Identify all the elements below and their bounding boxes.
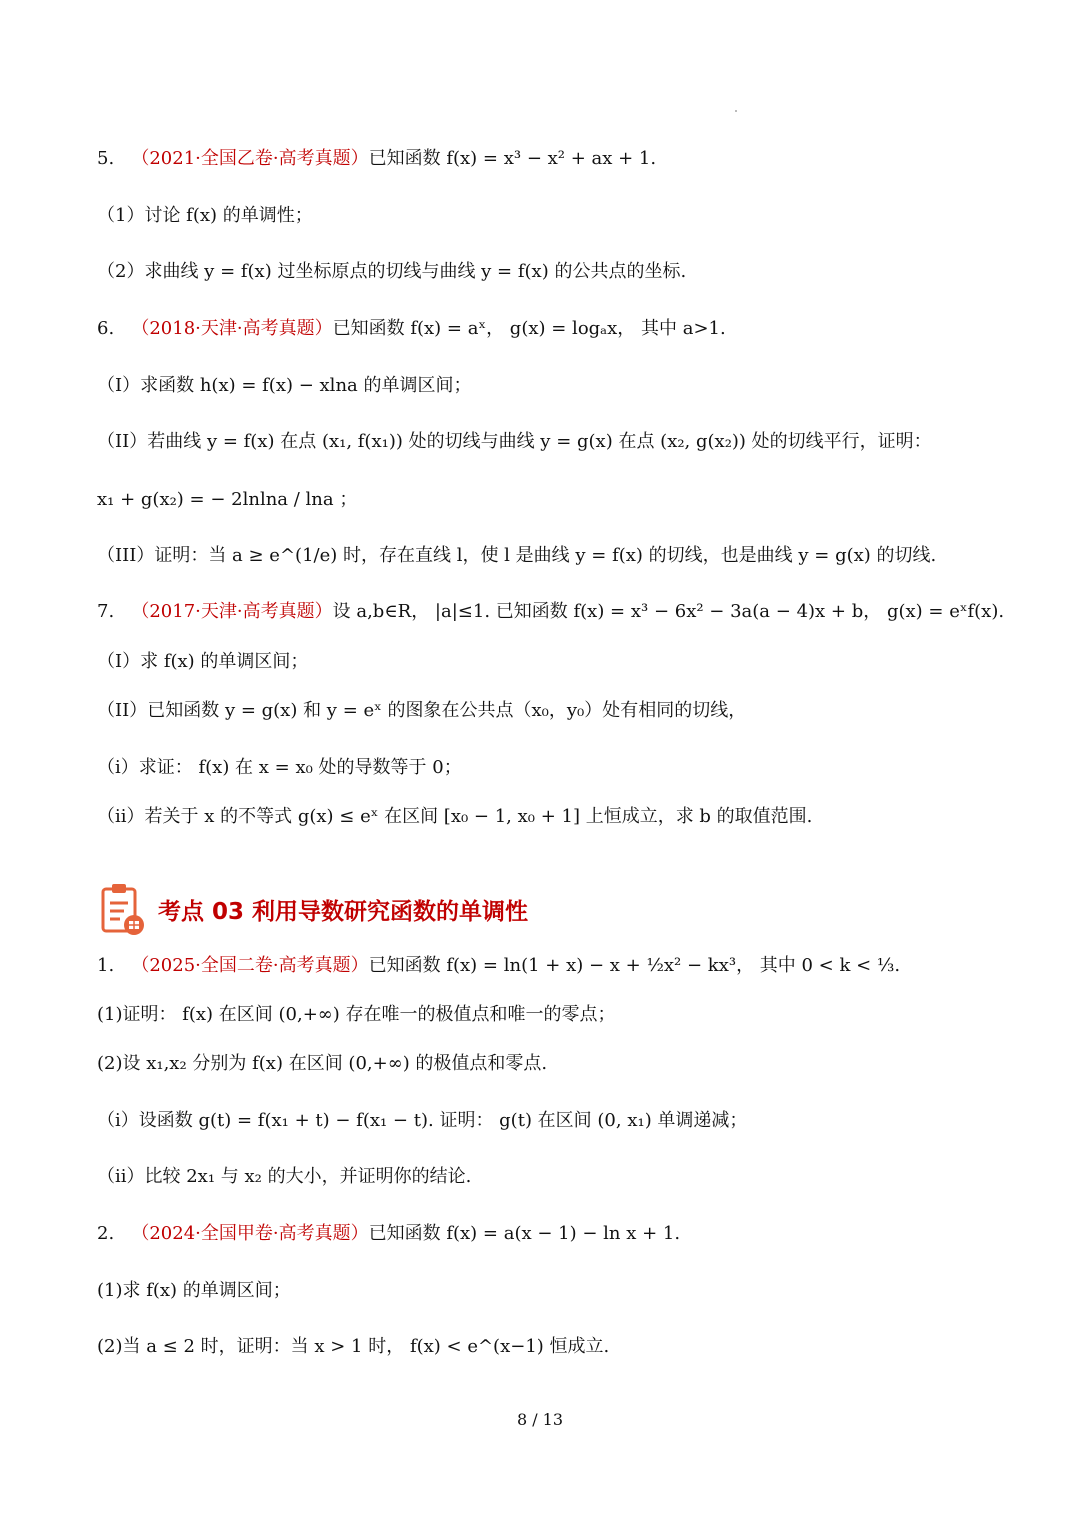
page-number: 8 / 13 xyxy=(516,1410,564,1429)
problem-7-part-2-i: （i）求证： f(x) 在 x = x₀ 处的导数等于 0； xyxy=(97,757,462,778)
section-title: 考点 03 利用导数研究函数的单调性 xyxy=(158,898,529,925)
source-tag: （2018·天津·高考真题） xyxy=(131,318,333,339)
problem-5-stem: 5. （2021·全国乙卷·高考真题）已知函数 f(x) = x³ − x² + ax + 1. xyxy=(97,148,657,169)
source-tag: （2021·全国乙卷·高考真题） xyxy=(131,148,369,169)
problem-5-part-1: （1）讨论 f(x) 的单调性； xyxy=(97,205,313,226)
source-tag: （2024·全国甲卷·高考真题） xyxy=(131,1223,369,1244)
problem-b2-part-2: (2)当 a ≤ 2 时，证明：当 x > 1 时， f(x) < e^(x−1) 恒成立. xyxy=(97,1336,610,1357)
problem-6-stem: 6. （2018·天津·高考真题）已知函数 f(x) = aˣ， g(x) = logₐx， 其中 a>1. xyxy=(97,318,726,339)
section-heading xyxy=(100,880,528,938)
clipboard-icon xyxy=(100,882,146,936)
problem-b1-part-1: (1)证明： f(x) 在区间 (0,+∞) 存在唯一的极值点和唯一的零点； xyxy=(97,1004,616,1025)
problem-5-part-2: （2）求曲线 y = f(x) 过坐标原点的切线与曲线 y = f(x) 的公共点的坐标. xyxy=(97,261,687,282)
problem-b2-part-1: (1)求 f(x) 的单调区间； xyxy=(97,1280,291,1301)
problem-6-part-1: （I）求函数 h(x) = f(x) − xlna 的单调区间； xyxy=(97,375,472,396)
problem-b2-stem: 2. （2024·全国甲卷·高考真题）已知函数 f(x) = a(x − 1) − ln x + 1. xyxy=(97,1223,681,1244)
problem-7-stem: 7. （2017·天津·高考真题）设 a,b∈R， |a|≤1. 已知函数 f(x) = x³ − 6x² − 3a(a − 4)x + b， g(x) = eˣf(x). xyxy=(97,601,1005,622)
problem-6-part-2: （II）若曲线 y = f(x) 在点 (x₁, f(x₁)) 处的切线与曲线 y = g(x) 在点 (x₂, g(x₂)) 处的切线平行，证明： xyxy=(97,431,932,452)
problem-b1-stem: 1. （2025·全国二卷·高考真题）已知函数 f(x) = ln(1 + x) − x + ½x² − kx³， 其中 0 < k < ⅓. xyxy=(97,955,901,976)
problem-6-formula: x₁ + g(x₂) = − 2lnlna / lna ； xyxy=(97,489,358,510)
problem-b1-part-2: (2)设 x₁,x₂ 分别为 f(x) 在区间 (0,+∞) 的极值点和零点. xyxy=(97,1053,548,1074)
problem-6-part-3: （III）证明：当 a ≥ e^(1/e) 时，存在直线 l，使 l 是曲线 y = f(x) 的切线，也是曲线 y = g(x) 的切线. xyxy=(97,545,937,566)
problem-7-part-1: （I）求 f(x) 的单调区间； xyxy=(97,651,309,672)
problem-b1-part-2-ii: （ii）比较 2x₁ 与 x₂ 的大小，并证明你的结论. xyxy=(97,1166,472,1187)
problem-7-part-2-ii: （ii）若关于 x 的不等式 g(x) ≤ eˣ 在区间 [x₀ − 1, x₀ + 1] 上恒成立，求 b 的取值范围. xyxy=(97,806,813,827)
source-tag: （2025·全国二卷·高考真题） xyxy=(131,955,369,976)
decorative-dot xyxy=(735,110,737,112)
problem-7-part-2: （II）已知函数 y = g(x) 和 y = eˣ 的图象在公共点（x₀，y₀）处有相同的切线， xyxy=(97,700,747,721)
source-tag: （2017·天津·高考真题） xyxy=(131,601,333,622)
problem-b1-part-2-i: （i）设函数 g(t) = f(x₁ + t) − f(x₁ − t). 证明： g(t) 在区间 (0, x₁) 单调递减； xyxy=(97,1110,748,1131)
